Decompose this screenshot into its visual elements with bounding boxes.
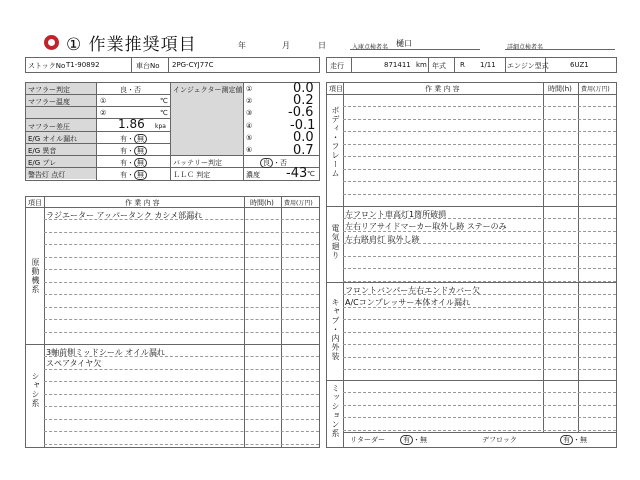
writing-line (343, 131, 616, 132)
muffler-temp-unit1: ℃ (160, 97, 168, 105)
month-label: 月 (282, 41, 290, 50)
writing-line (343, 417, 616, 418)
injector-v2: 0.2 (293, 93, 314, 108)
engine-value: 6UZ1 (570, 61, 589, 69)
battery-rest: ・否 (273, 159, 287, 167)
eg-oil-leak-label: E/G オイル漏れ (28, 135, 78, 143)
writing-line (44, 369, 319, 370)
mileage-value: 871411 (384, 61, 411, 69)
writing-line (343, 281, 616, 282)
year-type-label: 年式 (432, 62, 446, 70)
mileage-unit: km (416, 61, 427, 69)
left-header-item: 項目 (28, 199, 42, 207)
muffler-pressure-value: 1.86 (118, 117, 145, 131)
writing-line (44, 431, 319, 432)
writing-line (44, 444, 319, 445)
injector-n4: ④ (246, 122, 253, 130)
engine-label: エンジン型式 (507, 62, 549, 70)
section-chassis-label: シャシ系 (31, 372, 40, 408)
writing-line (44, 332, 319, 333)
writing-line (44, 381, 319, 382)
writing-line (343, 430, 616, 431)
writing-line (44, 269, 319, 270)
left-header-time: 時間(h) (250, 199, 274, 207)
right-header-item: 項目 (329, 85, 343, 93)
mileage-label: 走行 (330, 62, 344, 70)
llc-label: ＬＬＣ 判定 (173, 171, 211, 179)
difflock-label: デフロック (482, 436, 517, 444)
writing-line (343, 319, 616, 320)
warning-light-label: 警告灯 点灯 (28, 171, 66, 179)
retarder-circled: 有 (400, 435, 413, 445)
writing-line (44, 307, 319, 308)
section-electrical-label: 電気廻り (331, 224, 340, 260)
injector-v6: 0.7 (293, 143, 314, 158)
eg-noise-label: E/G 異音 (28, 147, 57, 155)
eg-noise-value: 有・ (120, 147, 134, 155)
writing-line (44, 257, 319, 258)
eg-shake-circled: 無 (134, 158, 147, 168)
writing-line (44, 232, 319, 233)
injector-v4: -0.1 (290, 118, 316, 133)
company-logo-icon (44, 35, 59, 50)
muffler-pressure-unit: kpa (155, 123, 166, 130)
writing-line (343, 231, 616, 232)
difflock-rest: ・無 (573, 436, 587, 444)
chassis-label: 車台No (136, 62, 160, 70)
stock-label: ストックNo (28, 62, 66, 70)
eg-shake-value: 有・ (120, 159, 134, 167)
injector-n2: ② (246, 97, 253, 105)
left-header-cost: 費用(万円) (284, 200, 313, 207)
right-header-time: 時間(h) (548, 85, 572, 93)
detail-inspector-label: 詳細点検者名 (507, 44, 544, 51)
eg-shake-label: E/G ブレ (28, 159, 57, 167)
cab-entry-2: A/Cコンプレッサー本体オイル漏れ (345, 298, 470, 307)
writing-line (343, 106, 616, 107)
muffler-pressure-label: マフラー差圧 (28, 123, 70, 131)
section-engine-label: 原動機系 (31, 258, 40, 294)
right-header-cost: 費用(万円) (581, 86, 610, 93)
muffler-temp-unit2: ℃ (160, 109, 168, 117)
year-era: R (460, 61, 465, 69)
writing-line (44, 319, 319, 320)
writing-line (343, 194, 616, 195)
left-header-work: 作 業 内 容 (125, 199, 160, 207)
page-title: ① 作業推奨項目 (66, 35, 197, 55)
battery-label: バッテリー判定 (173, 159, 222, 167)
writing-line (44, 406, 319, 407)
right-work-table (326, 82, 617, 448)
llc-conc-label: 濃度 (246, 171, 260, 179)
writing-line (44, 219, 319, 220)
writing-line (44, 356, 319, 357)
section-mission-label: ミッション系 (331, 384, 340, 438)
day-label: 日 (318, 41, 326, 50)
section-cab-label: キャブ・内外装 (331, 298, 340, 361)
writing-line (343, 169, 616, 170)
inspector-label: 入庫点検者名 (352, 44, 389, 51)
year-value: 1/11 (480, 61, 496, 69)
muffler-judge-label: マフラー判定 (28, 86, 70, 94)
battery-circled: 良 (260, 158, 273, 168)
llc-unit: ℃ (307, 170, 315, 178)
eg-oil-leak-value: 有・ (120, 135, 134, 143)
stock-value: T1-90892 (66, 61, 100, 69)
writing-line (44, 282, 319, 283)
chassis-value: 2PG-CYJ77C (172, 61, 214, 69)
right-header-work: 作 業 内 容 (425, 85, 460, 93)
chassis-entry-1: 3軸前側ミッドシール オイル漏れ (46, 348, 165, 357)
llc-value: -43 (286, 166, 308, 181)
writing-line (343, 243, 616, 244)
muffler-temp-sub1: ① (100, 97, 107, 105)
eg-noise-circled: 無 (134, 146, 147, 156)
engine-entry-1: ラジエーター アッパータンク カシメ部漏れ (46, 211, 203, 220)
writing-line (44, 419, 319, 420)
injector-n6: ⑥ (246, 146, 253, 154)
difflock-circled: 有 (560, 435, 573, 445)
injector-n5: ⑤ (246, 134, 253, 142)
writing-line (343, 405, 616, 406)
writing-line (343, 332, 616, 333)
muffler-temp-label: マフラー温度 (28, 98, 70, 106)
injector-v3: -0.6 (288, 105, 314, 120)
chassis-entry-2: スペアタイヤ欠 (46, 359, 102, 368)
retarder-rest: ・無 (413, 436, 427, 444)
warning-light-value: 有・ (120, 171, 134, 179)
cab-entry-1: フロントバンパー左右エンドカバー欠 (345, 286, 481, 295)
muffler-temp-sub2: ② (100, 109, 107, 117)
retarder-label: リターダー (350, 436, 385, 444)
writing-line (343, 268, 616, 269)
writing-line (343, 294, 616, 295)
injector-n1: ① (246, 85, 253, 93)
inspector-name: 樋口 (396, 39, 412, 48)
writing-line (343, 369, 616, 370)
writing-line (44, 244, 319, 245)
writing-line (343, 156, 616, 157)
year-label: 年 (238, 41, 246, 50)
electrical-entry-1: 左フロント車高灯1箇所破損 (345, 210, 447, 219)
electrical-entry-2: 左右リアサイドマーカー取外し跡 ステーのみ (345, 222, 507, 231)
writing-line (343, 119, 616, 120)
writing-line (343, 344, 616, 345)
writing-line (343, 218, 616, 219)
writing-line (343, 256, 616, 257)
writing-line (343, 392, 616, 393)
warning-light-circled: 無 (134, 170, 147, 180)
writing-line (44, 394, 319, 395)
writing-line (343, 307, 616, 308)
writing-line (343, 181, 616, 182)
muffler-judge-value: 良・否 (120, 86, 141, 94)
writing-line (343, 357, 616, 358)
writing-line (44, 294, 319, 295)
electrical-entry-3: 左右路肩灯 取外し跡 (345, 235, 420, 244)
section-body-frame-label: ボディ・フレーム (331, 106, 340, 178)
left-work-table (25, 196, 320, 448)
injector-v1: 0.0 (293, 81, 314, 96)
eg-oil-leak-circled: 無 (134, 134, 147, 144)
injector-v5: 0.0 (293, 130, 314, 145)
injector-n3: ③ (246, 109, 253, 117)
injector-label: インジェクター測定値 (173, 86, 243, 94)
writing-line (343, 144, 616, 145)
